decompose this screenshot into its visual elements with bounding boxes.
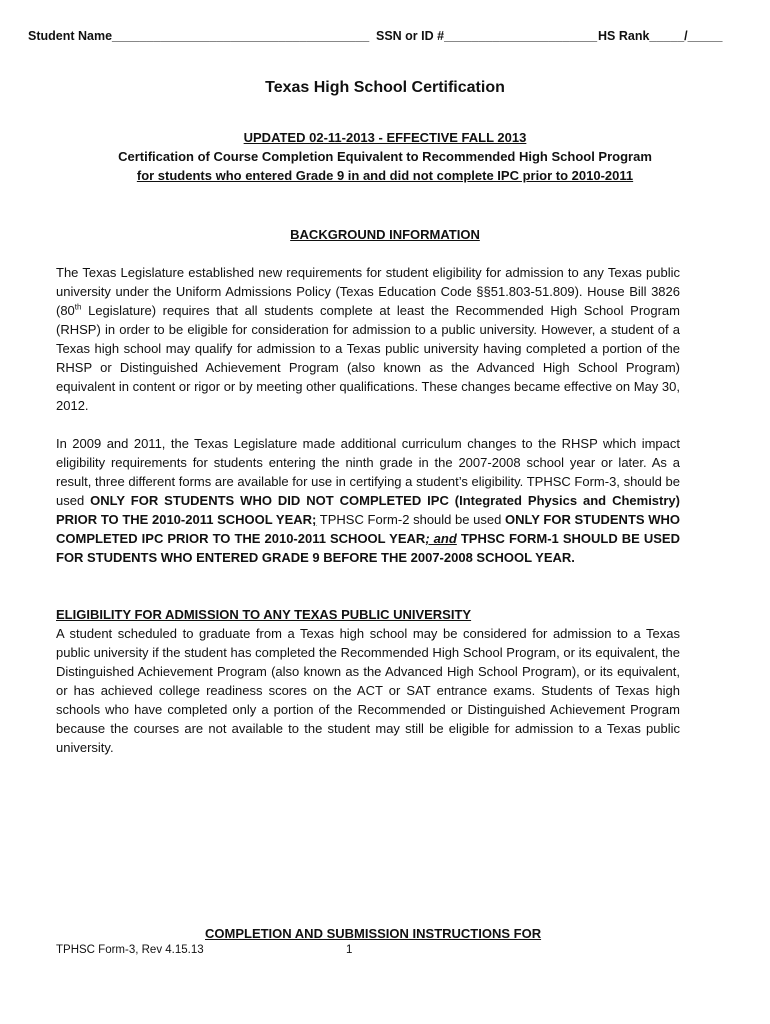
eligibility-subtitle: for students who entered Grade 9 in and did not complete IPC prior to 2010-2011 bbox=[136, 168, 634, 183]
completion-heading: COMPLETION AND SUBMISSION INSTRUCTIONS FOR bbox=[205, 926, 542, 941]
ssn-field[interactable]: SSN or ID #______________________ bbox=[376, 29, 598, 43]
certification-subtitle: Certification of Course Completion Equivalent to Recommended High School Program bbox=[118, 149, 652, 164]
eligibility-heading: ELIGIBILITY FOR ADMISSION TO ANY TEXAS PUBLIC UNIVERSITY bbox=[56, 607, 472, 622]
page-number: 1 bbox=[346, 944, 353, 956]
background-paragraph-2: In 2009 and 2011, the Texas Legislature made additional curriculum changes to the RHSP which impact eligibility requirements for students entering the ninth grade in the 2007-2008 school year or later. As a result, three different forms are available for use in certifying a student’s eligibility. TPHSC Form-3, should be used ONLY FOR STUDENTS WHO DID NOT COMPLETED IPC (Integrated Physics and Chemistry) PRIOR TO THE 2010-2011 SCHOOL YEAR; TPHSC Form-2 should be used ONLY FOR STUDENTS WHO COMPLETED IPC PRIOR TO THE 2010-2011 SCHOOL YEAR; and TPHSC FORM-1 SHOULD BE USED FOR STUDENTS WHO ENTERED GRADE 9 BEFORE THE 2007-2008 SCHOOL YEAR. bbox=[56, 436, 680, 565]
background-heading: BACKGROUND INFORMATION bbox=[290, 227, 480, 242]
updated-notice: UPDATED 02-11-2013 - EFFECTIVE FALL 2013 bbox=[243, 130, 527, 145]
eligibility-paragraph: A student scheduled to graduate from a Texas high school may be considered for admission to a Texas public university if the student has completed the Recommended High School Program, or its equivalent, the Distinguished Achievement Program (also known as the Advanced High School Program), or its equivalent, or has achieved college readiness scores on the ACT or SAT entrance exams. Students of Texas high schools who have completed only a portion of the Recommended or Distinguished Achievement Program because the courses are not available to the student may still be eligible for admission to a Texas public university. bbox=[56, 626, 680, 755]
student-name-field[interactable]: Student Name_____________________________________ bbox=[28, 29, 370, 43]
form-revision: TPHSC Form-3, Rev 4.15.13 bbox=[56, 944, 204, 956]
page-title: Texas High School Certification bbox=[265, 79, 505, 96]
background-paragraph-1: The Texas Legislature established new requirements for student eligibility for admission to any Texas public university under the Uniform Admissions Policy (Texas Education Code §§51.803-51.809). House Bill 3826 (80th Legislature) requires that all students complete at least the Recommended High School Program (RHSP) in order to be eligible for consideration for admission to a public university. However, a student of a Texas high school may qualify for admission to a Texas public university having completed a portion of the RHSP or Distinguished Achievement Program (also known as the Advanced High School Program) equivalent in content or rigor or by meeting other qualifications. These changes became effective on May 30, 2012. bbox=[56, 265, 680, 413]
hs-rank-field[interactable]: HS Rank_____/_____ bbox=[598, 29, 723, 43]
